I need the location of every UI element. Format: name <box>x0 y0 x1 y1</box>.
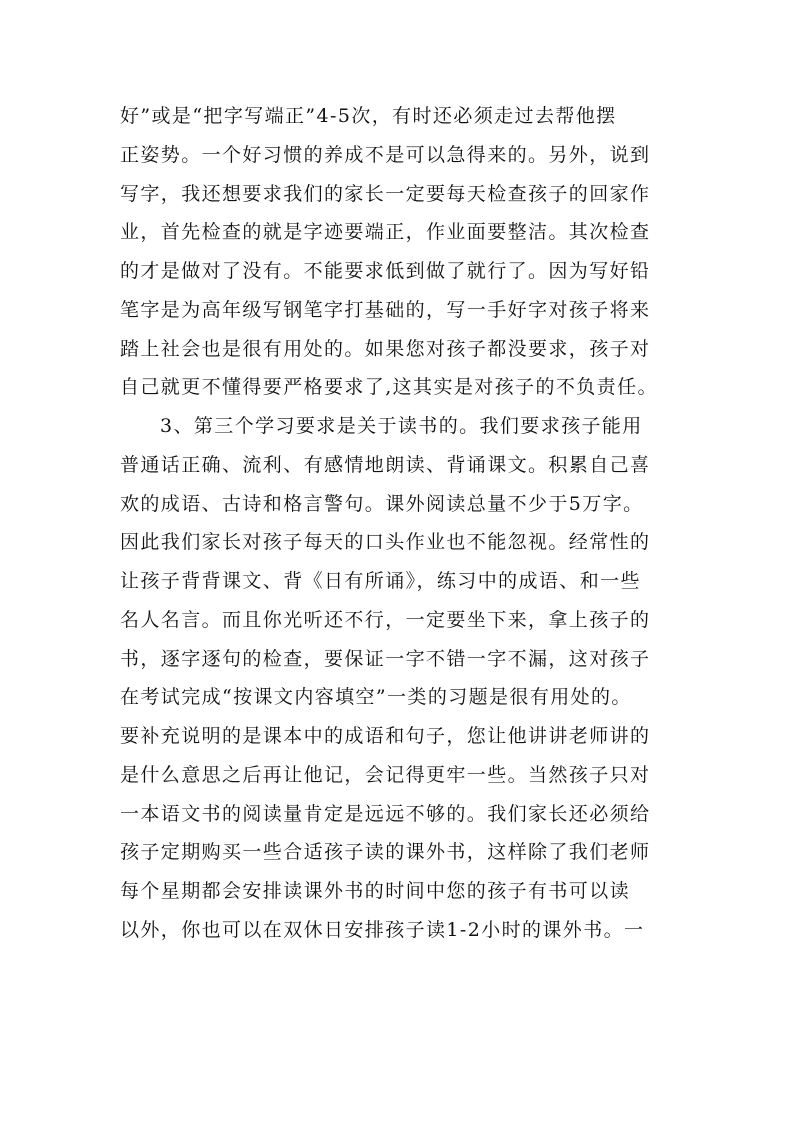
text-line: 笔字是为高年级写钢笔字打基础的，写一手好字对孩子将来 <box>120 298 651 321</box>
text-line: 书，逐字逐句的检查，要保证一字不错一字不漏，这对孩子 <box>120 647 651 670</box>
text-line: 正姿势。一个好习惯的养成不是可以急得来的。另外，说到 <box>120 143 651 166</box>
text-line: 自己就更不懂得要严格要求了,这其实是对孩子的不负责任。 <box>120 376 658 399</box>
text-line: 踏上社会也是很有用处的。如果您对孩子都没要求，孩子对 <box>120 337 651 360</box>
text-line: 一本语文书的阅读量肯定是远远不够的。我们家长还必须给 <box>120 802 651 825</box>
text-line: 要补充说明的是课本中的成语和句子，您让他讲讲老师讲的 <box>120 725 651 747</box>
text-line: 是什么意思之后再让他记，会记得更牢一些。当然孩子只对 <box>120 763 651 786</box>
text-line: 的才是做对了没有。不能要求低到做了就行了。因为写好铅 <box>120 260 651 282</box>
text-line: 因此我们家长对孩子每天的口头作业也不能忽视。经常性的 <box>120 531 651 554</box>
text-line: 普通话正确、流利、有感情地朗读、背诵课文。积累自己喜 <box>120 453 651 476</box>
text-line: 欢的成语、古诗和格言警句。课外阅读总量不少于5万字。 <box>120 492 644 515</box>
text-line: 写字，我还想要求我们的家长一定要每天检查孩子的回家作 <box>120 182 651 205</box>
text-line: 在考试完成“按课文内容填空”一类的习题是很有用处的。 <box>120 686 632 709</box>
text-line: 以外，你也可以在双休日安排孩子读1-2小时的课外书。一 <box>120 918 645 941</box>
text-line: 让孩子背背课文、背《日有所诵》，练习中的成语、和一些 <box>120 570 641 592</box>
text-line: 名人名言。而且你光听还不行，一定要坐下来，拿上孩子的 <box>120 608 651 631</box>
text-line: 每个星期都会安排读课外书的时间中您的孩子有书可以读 <box>120 880 631 902</box>
text-line: 孩子定期购买一些合适孩子读的课外书，这样除了我们老师 <box>120 841 651 864</box>
paragraph-start-line: 3、第三个学习要求是关于读书的。我们要求孩子能用 <box>160 415 643 437</box>
text-line: 好”或是“把字写端正”4-5次，有时还必须走过去帮他摆 <box>120 105 617 127</box>
text-line: 业，首先检查的就是字迹要端正，作业面要整洁。其次检查 <box>120 221 651 244</box>
body-text <box>120 97 680 950</box>
